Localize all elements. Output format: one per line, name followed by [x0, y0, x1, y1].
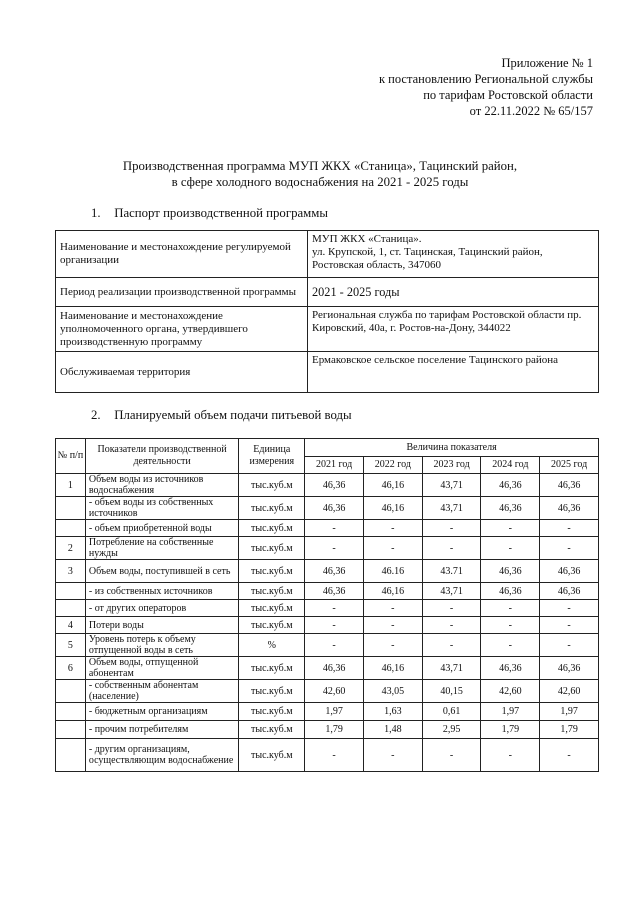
row-value: 43.71: [422, 560, 481, 583]
row-value: -: [305, 634, 364, 657]
row-indicator-name: Объем воды, поступившей в сеть: [85, 560, 238, 583]
row-indicator-name: Уровень потерь к объему отпущенной воды в сеть: [85, 634, 238, 657]
section-2-heading: [91, 407, 352, 423]
table-row: [56, 583, 599, 600]
header-year: 2023 год: [422, 457, 481, 474]
row-value: -: [363, 520, 422, 537]
row-value: -: [481, 600, 540, 617]
passport-value: 2021 - 2025 годы: [308, 278, 599, 307]
row-value: 46,16: [363, 583, 422, 600]
row-value: 46,36: [305, 583, 364, 600]
row-value: 1,63: [363, 703, 422, 721]
passport-value-line: ул. Крупской, 1, ст. Тацинская, Тацинский район, Ростовская область, 347060: [312, 246, 543, 271]
row-number: 4: [56, 617, 86, 634]
document-title: [0, 158, 640, 190]
row-indicator-name: - бюджетным организациям: [85, 703, 238, 721]
row-value: -: [422, 739, 481, 772]
row-value: 1,79: [481, 721, 540, 739]
row-value: 46,36: [481, 657, 540, 680]
row-indicator-name: - объем воды из собственных источников: [85, 497, 238, 520]
row-value: 46,36: [305, 560, 364, 583]
passport-row: [56, 352, 599, 393]
table-row: [56, 680, 599, 703]
row-number: 2: [56, 537, 86, 560]
table-row: [56, 497, 599, 520]
row-value: 43,71: [422, 474, 481, 497]
passport-value: [308, 231, 599, 278]
row-unit: тыс.куб.м: [239, 617, 305, 634]
row-value: -: [305, 537, 364, 560]
row-number: 3: [56, 560, 86, 583]
appendix-header: [379, 55, 593, 119]
row-value: -: [540, 634, 599, 657]
row-number: [56, 703, 86, 721]
table-row: [56, 520, 599, 537]
appendix-line-2: к постановлению Региональной службы: [378, 72, 593, 86]
row-value: 42,60: [481, 680, 540, 703]
row-value: 1,48: [363, 721, 422, 739]
row-indicator-name: - другим организациям, осуществляющим водоснабжение: [85, 739, 238, 772]
passport-label: Обслуживаемая территория: [56, 352, 308, 393]
header-indicator: Показатели производственной деятельности: [85, 439, 238, 474]
header-year: 2022 год: [363, 457, 422, 474]
row-value: -: [422, 537, 481, 560]
section-2-title: Планируемый объем подачи питьевой воды: [114, 408, 352, 422]
row-indicator-name: Потребление на собственные нужды: [85, 537, 238, 560]
table-row: [56, 560, 599, 583]
row-unit: тыс.куб.м: [239, 680, 305, 703]
row-value: 46,36: [481, 583, 540, 600]
row-value: -: [363, 739, 422, 772]
row-value: -: [305, 617, 364, 634]
table-row: [56, 634, 599, 657]
row-value: -: [363, 617, 422, 634]
row-value: 43,71: [422, 583, 481, 600]
row-unit: тыс.куб.м: [239, 537, 305, 560]
row-value: 46,36: [481, 474, 540, 497]
row-number: [56, 520, 86, 537]
passport-row: [56, 307, 599, 352]
row-value: 46,16: [363, 497, 422, 520]
row-value: -: [422, 634, 481, 657]
row-value: 1,97: [540, 703, 599, 721]
row-value: -: [540, 537, 599, 560]
header-year: 2021 год: [305, 457, 364, 474]
table-row: [56, 537, 599, 560]
appendix-line-1: Приложение № 1: [501, 56, 593, 70]
row-value: -: [540, 739, 599, 772]
table-header-row: [56, 439, 599, 457]
row-value: -: [363, 600, 422, 617]
row-number: [56, 739, 86, 772]
row-value: 42,60: [305, 680, 364, 703]
header-value-group: Величина показателя: [305, 439, 599, 457]
row-value: -: [481, 520, 540, 537]
row-number: 1: [56, 474, 86, 497]
passport-value: Ермаковское сельское поселение Тацинского района: [308, 352, 599, 393]
row-value: -: [481, 617, 540, 634]
row-value: -: [305, 520, 364, 537]
row-value: -: [422, 520, 481, 537]
row-value: 46,36: [481, 560, 540, 583]
row-value: -: [422, 600, 481, 617]
table-row: [56, 721, 599, 739]
row-value: 43,71: [422, 657, 481, 680]
row-unit: тыс.куб.м: [239, 600, 305, 617]
row-number: 6: [56, 657, 86, 680]
row-number: [56, 497, 86, 520]
passport-table: [55, 230, 599, 393]
row-value: 46,16: [363, 657, 422, 680]
row-number: [56, 721, 86, 739]
row-value: -: [305, 600, 364, 617]
row-unit: тыс.куб.м: [239, 739, 305, 772]
row-value: 2,95: [422, 721, 481, 739]
row-indicator-name: - прочим потребителям: [85, 721, 238, 739]
row-indicator-name: - объем приобретенной воды: [85, 520, 238, 537]
passport-label: Наименование и местонахождение уполномоченного органа, утвердившего производственную программу: [56, 307, 308, 352]
water-volume-table: [55, 438, 599, 772]
section-1-number: 1.: [91, 206, 101, 220]
row-value: -: [481, 739, 540, 772]
row-indicator-name: Объем воды, отпущенной абонентам: [85, 657, 238, 680]
row-indicator-name: Потери воды: [85, 617, 238, 634]
row-unit: тыс.куб.м: [239, 657, 305, 680]
row-value: -: [481, 537, 540, 560]
row-value: -: [363, 537, 422, 560]
row-value: 0,61: [422, 703, 481, 721]
row-value: 46,36: [305, 497, 364, 520]
row-value: 46.16: [363, 560, 422, 583]
row-value: 1,97: [481, 703, 540, 721]
row-value: 46,36: [540, 583, 599, 600]
row-value: 46,36: [540, 497, 599, 520]
table-row: [56, 474, 599, 497]
table-row: [56, 739, 599, 772]
row-value: -: [305, 739, 364, 772]
row-value: 46,36: [540, 560, 599, 583]
row-value: 1,97: [305, 703, 364, 721]
row-indicator-name: Объем воды из источников водоснабжения: [85, 474, 238, 497]
appendix-line-3: по тарифам Ростовской области: [423, 88, 593, 102]
header-num: № п/п: [56, 439, 86, 474]
title-line-1: Производственная программа МУП ЖКХ «Станица», Тацинский район,: [122, 159, 518, 173]
row-value: 43,71: [422, 497, 481, 520]
row-value: -: [540, 520, 599, 537]
row-indicator-name: - из собственных источников: [85, 583, 238, 600]
row-indicator-name: - собственным абонентам (население): [85, 680, 238, 703]
header-unit: Единица измерения: [239, 439, 305, 474]
row-indicator-name: - от других операторов: [85, 600, 238, 617]
row-unit: тыс.куб.м: [239, 497, 305, 520]
passport-value-line: МУП ЖКХ «Станица».: [312, 233, 422, 245]
row-value: 46,36: [481, 497, 540, 520]
row-value: 43,05: [363, 680, 422, 703]
row-value: 40,15: [422, 680, 481, 703]
row-unit: %: [239, 634, 305, 657]
row-unit: тыс.куб.м: [239, 520, 305, 537]
row-unit: тыс.куб.м: [239, 583, 305, 600]
row-value: 46,36: [305, 474, 364, 497]
header-year: 2024 год: [481, 457, 540, 474]
table-row: [56, 617, 599, 634]
passport-label: Наименование и местонахождение регулируемой организации: [56, 231, 308, 278]
table-body: [56, 474, 599, 772]
section-1-heading: [91, 205, 328, 221]
row-value: -: [422, 617, 481, 634]
row-unit: тыс.куб.м: [239, 721, 305, 739]
row-value: 1,79: [305, 721, 364, 739]
passport-value: Региональная служба по тарифам Ростовской области пр. Кировский, 40а, г. Ростов-на-Дону, 344022: [308, 307, 599, 352]
row-number: [56, 680, 86, 703]
row-unit: тыс.куб.м: [239, 703, 305, 721]
row-value: 46,16: [363, 474, 422, 497]
row-number: [56, 583, 86, 600]
row-value: 46,36: [540, 657, 599, 680]
title-line-2: в сфере холодного водоснабжения на 2021 - 2025 годы: [171, 175, 469, 189]
table-row: [56, 657, 599, 680]
row-value: -: [540, 617, 599, 634]
passport-row: [56, 278, 599, 307]
row-value: 1,79: [540, 721, 599, 739]
row-number: 5: [56, 634, 86, 657]
section-2-number: 2.: [91, 408, 101, 422]
row-value: 46,36: [305, 657, 364, 680]
header-year: 2025 год: [540, 457, 599, 474]
passport-label: Период реализации производственной программы: [56, 278, 308, 307]
row-value: 46,36: [540, 474, 599, 497]
section-1-title: Паспорт производственной программы: [114, 206, 328, 220]
row-value: -: [363, 634, 422, 657]
row-number: [56, 600, 86, 617]
row-value: -: [540, 600, 599, 617]
row-unit: тыс.куб.м: [239, 560, 305, 583]
row-unit: тыс.куб.м: [239, 474, 305, 497]
passport-row: [56, 231, 599, 278]
table-row: [56, 703, 599, 721]
row-value: 42,60: [540, 680, 599, 703]
appendix-line-4: от 22.11.2022 № 65/157: [469, 104, 593, 118]
table-row: [56, 600, 599, 617]
row-value: -: [481, 634, 540, 657]
